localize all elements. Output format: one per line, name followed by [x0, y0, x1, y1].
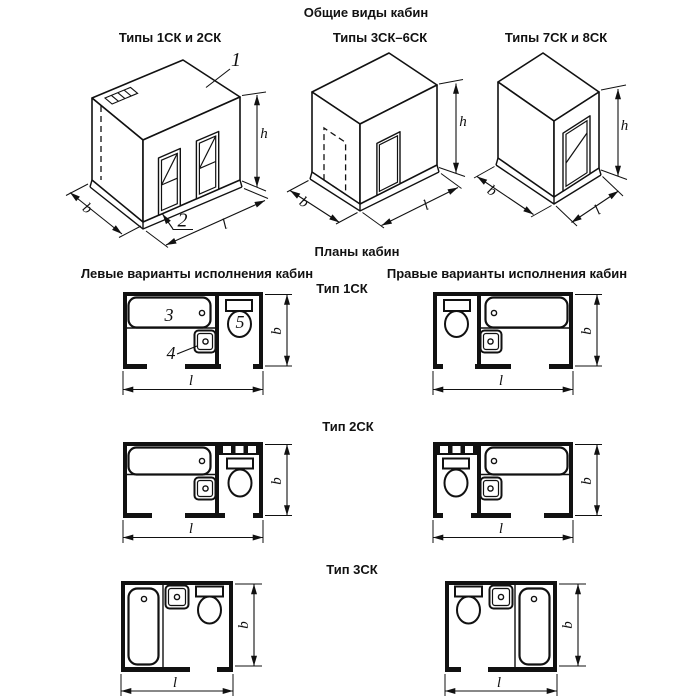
iso-view-types-3sk-6sk: [287, 53, 467, 228]
dim-l-label: l: [496, 675, 502, 691]
callout-4-number: 4: [166, 343, 176, 363]
view-label-types-1sk-2sk: Типы 1СК и 2СК: [118, 30, 222, 45]
washbasin: [195, 331, 216, 353]
length-dimension: [123, 371, 263, 395]
dim-l-label: l: [219, 216, 231, 234]
callout-1-number: 1: [231, 49, 241, 71]
width-dimension: [575, 445, 602, 516]
dim-b-label: b: [269, 327, 285, 335]
length-dimension: [445, 674, 557, 696]
plan-1sk-left: [123, 292, 292, 395]
length-dimension: [433, 520, 573, 543]
dim-h-label: h: [260, 126, 268, 142]
dim-b-label: b: [579, 477, 595, 485]
dim-l-label: l: [188, 373, 194, 389]
dim-b-label: b: [79, 200, 95, 218]
plan-2sk-left: [123, 442, 292, 543]
width-dimension: [559, 584, 586, 666]
dim-l-label: l: [420, 197, 432, 215]
left-variants-title: Левые варианты исполнения кабин: [80, 266, 314, 281]
iso-view-types-1sk-2sk: [66, 49, 268, 248]
height-dimension: [439, 80, 467, 177]
width-dimension: [235, 584, 262, 666]
dim-b-label: b: [269, 477, 285, 485]
iso-view-types-7sk-8sk: [474, 53, 628, 226]
front-door: [377, 132, 400, 196]
toilet: [196, 587, 223, 624]
dim-l-label: l: [498, 521, 504, 537]
plan-type-1sk-label: Тип 1СК: [316, 281, 368, 296]
plan-1sk-right: [433, 292, 602, 395]
door-opening-1: [159, 149, 181, 216]
width-dimension: [575, 295, 602, 367]
sheet-title: Общие виды кабин: [303, 5, 429, 20]
dim-l-label: l: [188, 521, 194, 537]
bathtub-drain: [199, 310, 204, 315]
plan-type-3sk-label: Тип 3СК: [326, 562, 378, 577]
washbasin: [166, 586, 189, 609]
dim-b-label: b: [296, 193, 312, 212]
view-label-types-3sk-6sk: Типы 3СК–6СК: [332, 30, 428, 45]
plan-3sk-shapes: [121, 581, 233, 672]
dim-b-label: b: [560, 621, 576, 629]
bathtub-drain: [199, 458, 204, 463]
dim-l-label: l: [172, 675, 178, 691]
washbasin: [195, 478, 216, 500]
height-dimension: [601, 85, 628, 180]
length-dimension: [121, 674, 233, 696]
callout-5-toilet: 5: [235, 312, 245, 332]
plan-2sk-shapes: [123, 442, 263, 518]
plan-3sk-left: [121, 581, 262, 696]
callout-2-number: 2: [177, 209, 188, 232]
dim-b-label: b: [484, 182, 500, 200]
callout-2-base: [163, 210, 194, 232]
plan-2sk-right: [433, 442, 602, 543]
plan-type-2sk-label: Тип 2СК: [322, 419, 374, 434]
plans-section-title: Планы кабин: [314, 244, 400, 259]
dim-l-label: l: [591, 202, 604, 219]
dim-h-label: h: [620, 118, 629, 134]
right-variants-title: Правые варианты исполнения кабин: [386, 266, 628, 281]
toilet: [227, 459, 253, 497]
width-dimension: [265, 445, 292, 516]
dim-h-label: h: [459, 114, 467, 130]
bathtub-drain: [141, 596, 146, 601]
plan-3sk-right: [445, 581, 586, 696]
dim-b-label: b: [236, 621, 252, 629]
height-dimension: [242, 92, 268, 191]
vent-duct-block: [219, 442, 259, 455]
callout-3-bathtub: 3: [164, 305, 174, 325]
width-dimension: [265, 295, 292, 367]
dim-b-label: b: [579, 327, 595, 335]
bathtub: [129, 448, 211, 475]
door-opening-2: [196, 132, 218, 199]
view-label-types-7sk-8sk: Типы 7СК и 8СК: [504, 30, 608, 45]
length-dimension: [433, 371, 573, 395]
length-dimension: [123, 520, 263, 543]
callout-4-washbasin: [167, 343, 198, 363]
dim-l-label: l: [498, 373, 504, 389]
